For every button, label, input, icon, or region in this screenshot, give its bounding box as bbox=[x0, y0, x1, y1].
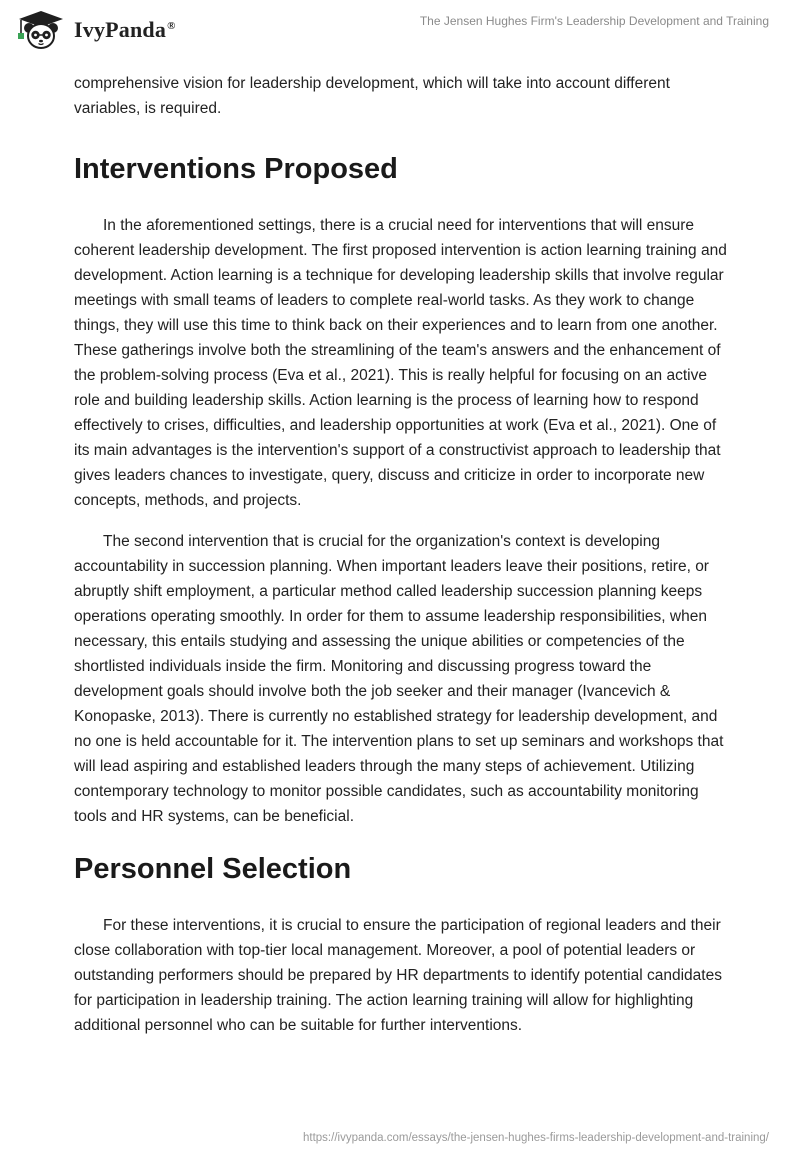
registered-mark: ® bbox=[167, 19, 176, 32]
ivypanda-logo[interactable] bbox=[16, 10, 176, 50]
intro-paragraph: comprehensive vision for leadership development, which will take into account different variables, is required. bbox=[74, 75, 670, 117]
section-heading-interventions: Interventions Proposed bbox=[74, 153, 398, 185]
panda-icon bbox=[16, 10, 66, 50]
paragraph: In the aforementioned settings, there is a crucial need for interventions that will ensure coherent leadership development. The first proposed intervention is action learning training and development. Action learning is a technique for developing leadership skills that involve regular meetings with small teams of leaders to complete real-world tasks. As they work to change things, they will use this time to think back on their experiences and to learn from one another. These gatherings involve both the streamlining of the team's answers and the enhancement of the problem-solving process (Eva et al., 2021). This is really helpful for focusing on an active role and building leadership skills. Action learning is the process of learning how to respond effectively to crises, difficulties, and leadership opportunities at work (Eva et al., 2021). One of its main advantages is the intervention's support of a constructivist approach to leadership that gives leaders chances to investigate, query, discuss and criticize in order to incorporate new concepts, methods, and projects. bbox=[74, 217, 727, 509]
paragraph: For these interventions, it is crucial to ensure the participation of regional leaders and their close collaboration with top-tier local management. Moreover, a pool of potential leaders or outstanding performers should be prepared by HR departments to identify potential candidates for participation in leadership training. The action learning training will allow for highlighting additional personnel who can be suitable for further interventions. bbox=[74, 917, 722, 1034]
essay-content bbox=[74, 71, 734, 1054]
page-header bbox=[0, 0, 800, 60]
source-url[interactable]: https://ivypanda.com/essays/the-jensen-hughes-firms-leadership-development-and-training/ bbox=[303, 1132, 769, 1144]
paragraph: The second intervention that is crucial for the organization's context is developing accountability in succession planning. When important leaders leave their positions, retire, or abruptly shift employment, a particular method called leadership succession planning keeps operations operating smoothly. In order for them to assume leadership responsibilities, when necessary, this entails studying and assessing the unique abilities or competencies of the shortlisted individuals inside the firm. Monitoring and discussing progress toward the development goals should involve both the job seeker and their manager (Ivancevich & Konopaske, 2013). There is currently no established strategy for leadership development, and no one is held accountable for it. The intervention plans to set up seminars and workshops that will lead aspiring and established leaders through the many steps of achievement. Utilizing contemporary technology to monitor possible candidates, such as accountability monitoring tools and HR systems, can be beneficial. bbox=[74, 533, 724, 825]
document-title: The Jensen Hughes Firm's Leadership Development and Training bbox=[419, 14, 769, 28]
section-heading-personnel-selection: Personnel Selection bbox=[74, 853, 352, 885]
brand-name: IvyPanda® bbox=[74, 17, 176, 42]
